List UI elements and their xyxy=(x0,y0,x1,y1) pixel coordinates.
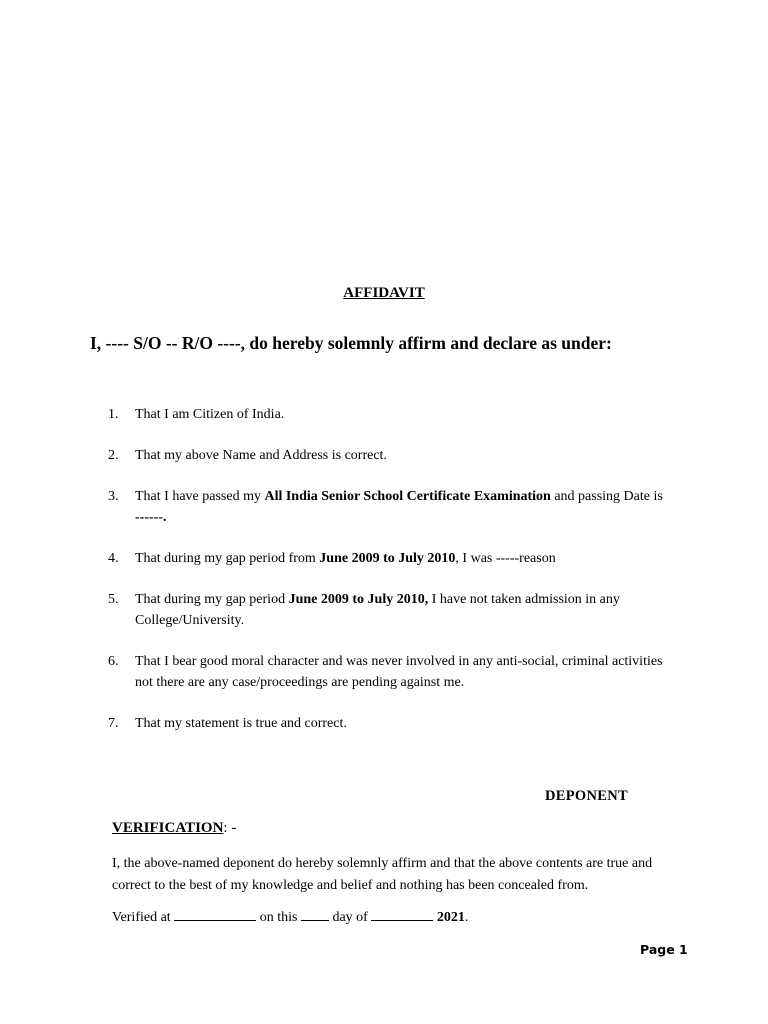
clause-number: 1. xyxy=(108,407,119,422)
clause-text-segment: That during my gap period from xyxy=(135,551,320,566)
verified-end: . xyxy=(464,910,469,925)
on-this-text: on this xyxy=(259,910,298,925)
clause-text xyxy=(135,445,668,466)
clause-number: 7. xyxy=(108,716,119,731)
clause-text xyxy=(135,404,668,425)
clause-bold-text: ------. xyxy=(135,510,167,525)
clause-number: 3. xyxy=(108,489,119,504)
clause-text-segment: That during my gap period xyxy=(135,592,289,607)
month-blank xyxy=(371,908,433,921)
clause-text xyxy=(135,548,668,569)
clause-text-segment: I have not taken admission in any College/University. xyxy=(135,592,620,628)
clause-text xyxy=(135,651,668,693)
deponent-label: DEPONENT xyxy=(545,788,628,804)
clause-item xyxy=(108,404,668,425)
clause-text-segment: That my above Name and Address is correct. xyxy=(135,448,387,463)
verification-heading-line xyxy=(112,820,236,837)
day-of-text: day of xyxy=(332,910,368,925)
clause-number: 2. xyxy=(108,448,119,463)
clause-item xyxy=(108,589,668,631)
clause-text-segment: That I have passed my xyxy=(135,489,265,504)
clause-text-segment: That I am Citizen of India. xyxy=(135,407,285,422)
clause-item xyxy=(108,713,668,734)
clause-bold-text: All India Senior School Certificate Examination xyxy=(264,489,551,504)
clause-bold-text: June 2009 to July 2010 xyxy=(319,551,456,566)
clause-text-segment: That my statement is true and correct. xyxy=(135,716,347,731)
affidavit-clauses-list xyxy=(108,404,668,754)
document-title: AFFIDAVIT xyxy=(343,285,425,301)
clause-item xyxy=(108,651,668,693)
verified-line xyxy=(112,908,468,926)
clause-bold-text: June 2009 to July 2010, xyxy=(288,592,429,607)
place-blank xyxy=(174,908,256,921)
clause-text-segment: That I bear good moral character and was never involved in any anti-social, criminal activities not there are any case/proceedings are pending against me. xyxy=(135,654,663,690)
clause-text xyxy=(135,589,668,631)
clause-number: 6. xyxy=(108,654,119,669)
page-number: Page 1 xyxy=(640,942,688,957)
verification-heading: VERIFICATION xyxy=(112,820,224,836)
verification-paragraph: I, the above-named deponent do hereby solemnly affirm and that the above contents are true and correct to the best of my knowledge and belief and nothing has been concealed from. xyxy=(112,856,653,893)
day-blank xyxy=(301,908,329,921)
clause-text xyxy=(135,713,668,734)
clause-item xyxy=(108,445,668,466)
verification-suffix: : - xyxy=(223,820,237,836)
clause-number: 5. xyxy=(108,592,119,607)
clause-text-segment: and passing Date is xyxy=(550,489,663,504)
clause-number: 4. xyxy=(108,551,119,566)
clause-text xyxy=(135,486,668,528)
verified-prefix: Verified at xyxy=(112,910,171,925)
clause-item xyxy=(108,486,668,528)
year-text: 2021 xyxy=(436,910,465,925)
clause-text-segment: , I was -----reason xyxy=(455,551,556,566)
declaration-statement: I, ---- S/O -- R/O ----, do hereby solemnly affirm and declare as under: xyxy=(90,333,612,353)
clause-item xyxy=(108,548,668,569)
